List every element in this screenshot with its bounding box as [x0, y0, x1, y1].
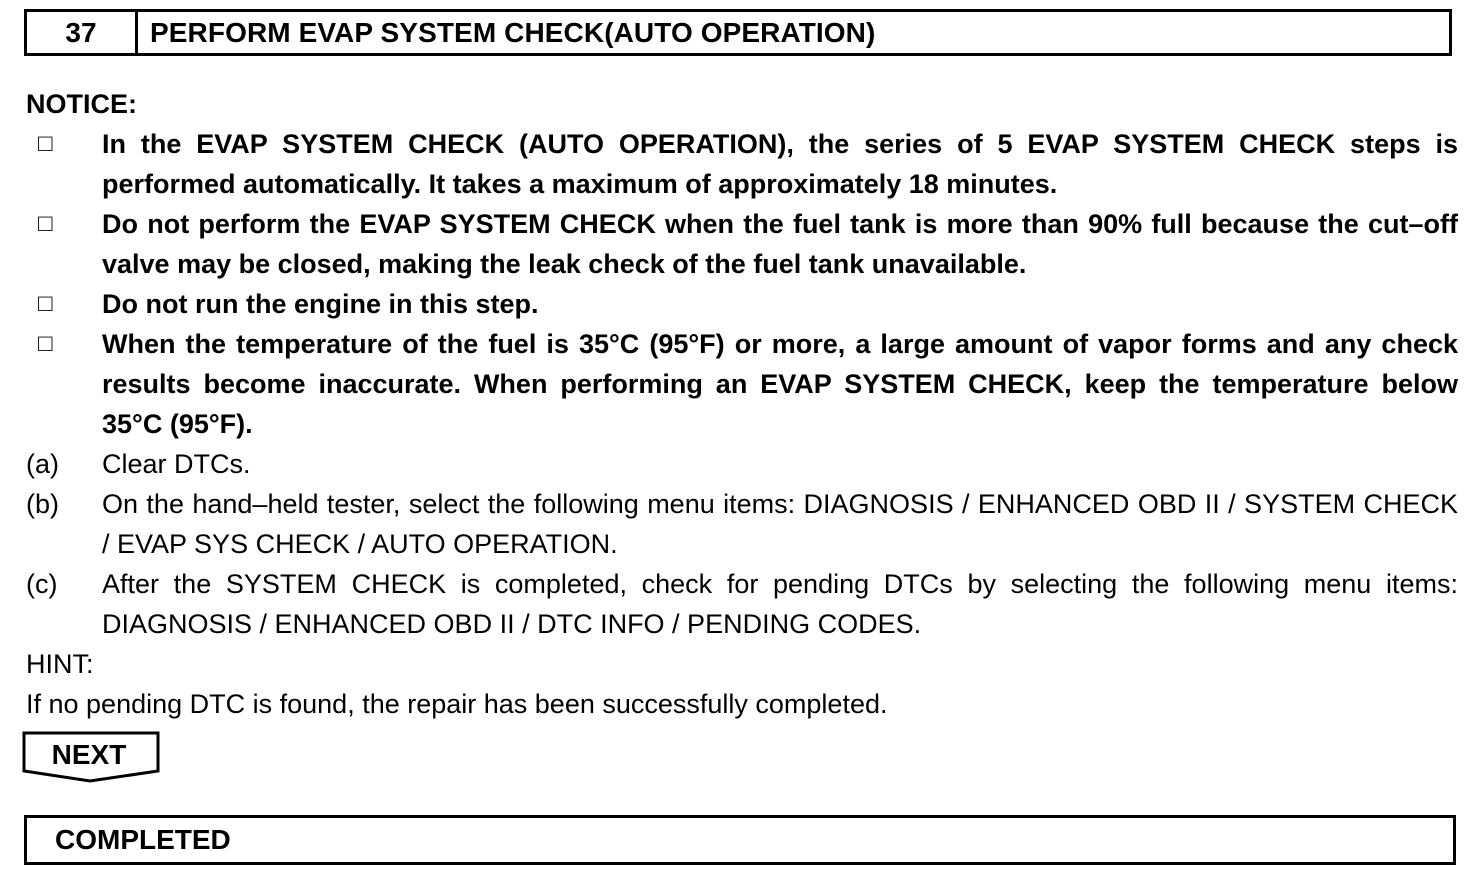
step-marker: (b): [26, 489, 59, 519]
result-box: [24, 815, 1456, 865]
bullet-icon: □: [38, 290, 53, 317]
notice-item: [26, 124, 1458, 204]
notice-item-text: In the EVAP SYSTEM CHECK (AUTO OPERATION), the series of 5 EVAP SYSTEM CHECK steps is performed automatically. It takes a maximum of approximately 18 minutes.: [102, 129, 1458, 199]
procedure-step: [26, 444, 1458, 484]
next-label: NEXT: [51, 739, 127, 770]
bullet-icon: □: [38, 210, 53, 237]
step-marker: (c): [26, 569, 58, 599]
notice-item-text: When the temperature of the fuel is 35°C (95°F) or more, a large amount of vapor forms and any check results become inaccurate. When performing an EVAP SYSTEM CHECK, keep the temperature below 35°C (95°F).: [102, 329, 1458, 439]
procedure-step: [26, 564, 1458, 644]
notice-item-text: Do not run the engine in this step.: [102, 289, 539, 319]
step-title: PERFORM EVAP SYSTEM CHECK(AUTO OPERATION): [150, 16, 876, 48]
step-text: Clear DTCs.: [102, 449, 251, 479]
hint-text: If no pending DTC is found, the repair has been successfully completed.: [26, 689, 888, 719]
bullet-icon: □: [38, 130, 53, 157]
notice-item: [26, 284, 1458, 324]
notice-item: [26, 204, 1458, 284]
step-text: On the hand–held tester, select the following menu items: DIAGNOSIS / ENHANCED OBD II / SYSTEM CHECK / EVAP SYS CHECK / AUTO OPERATION.: [102, 489, 1458, 559]
step-number: 37: [27, 12, 138, 53]
next-button[interactable]: [22, 731, 160, 783]
hint-label: HINT:: [26, 649, 94, 679]
procedure-content: [26, 84, 1458, 724]
result-label: COMPLETED: [55, 824, 231, 855]
bullet-icon: □: [38, 330, 53, 357]
notice-label: NOTICE:: [26, 89, 137, 119]
step-header: [24, 9, 1452, 56]
step-marker: (a): [26, 449, 59, 479]
notice-item-text: Do not perform the EVAP SYSTEM CHECK when the fuel tank is more than 90% full because the cut–off valve may be closed, making the leak check of the fuel tank unavailable.: [102, 209, 1458, 279]
step-text: After the SYSTEM CHECK is completed, check for pending DTCs by selecting the following menu items: DIAGNOSIS / ENHANCED OBD II / DTC INFO / PENDING CODES.: [102, 569, 1458, 639]
procedure-step: [26, 484, 1458, 564]
notice-item: [26, 324, 1458, 444]
